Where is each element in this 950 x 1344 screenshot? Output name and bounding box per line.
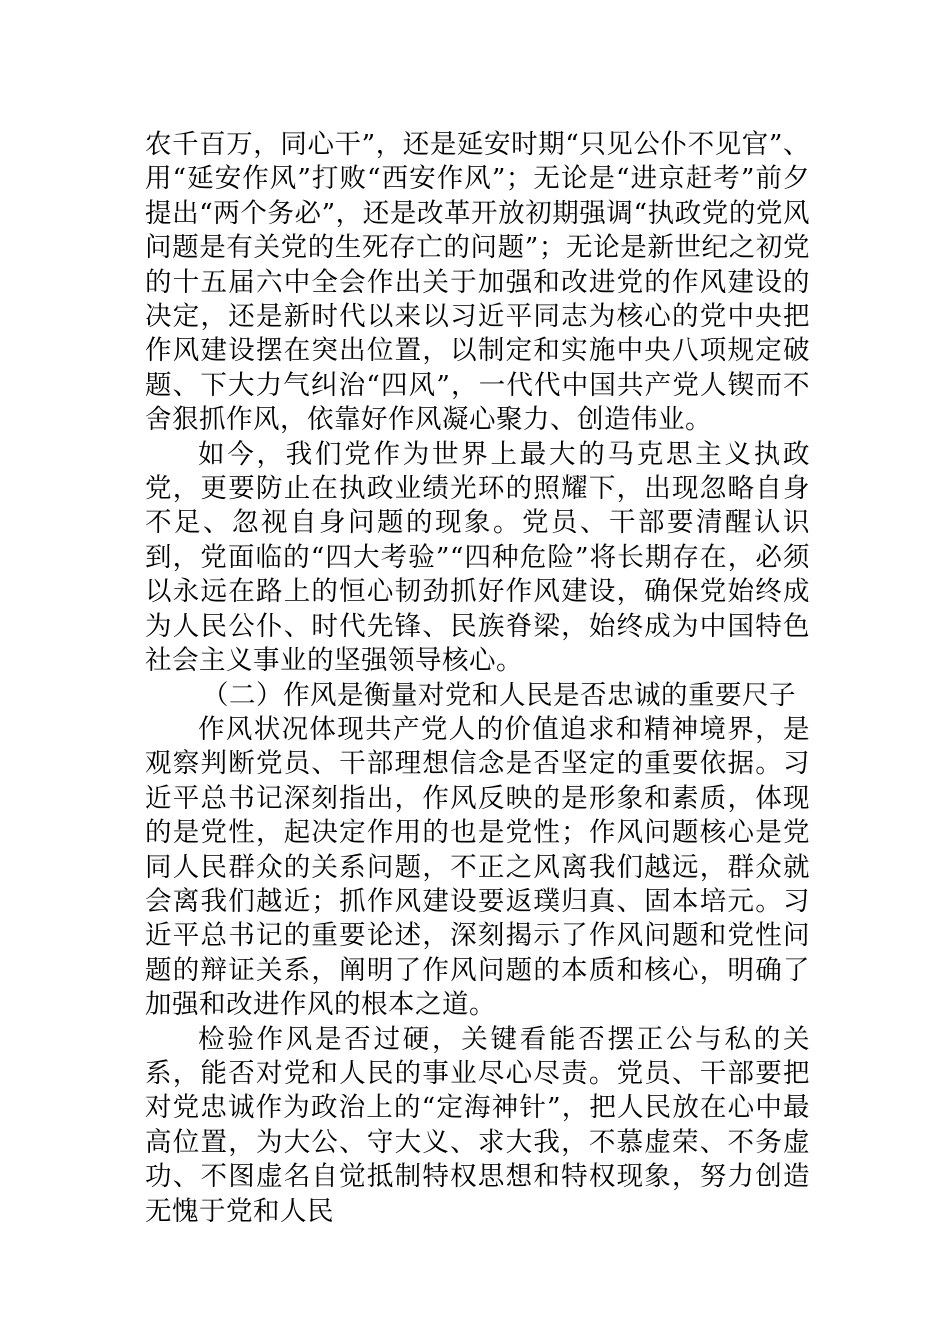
- document-body: [145, 128, 810, 1229]
- section-heading: （二）作风是衡量对党和人民是否忠诚的重要尺子: [202, 679, 796, 711]
- paragraph-continuation: 农千百万，同心干”，还是延安时期“只见公仆不见官”、用“延安作风”打败“西安作风”；无论是“进京赶考”前夕提出“两个务必”，还是改革开放初期强调“执政党的党风问题是有关党的生死存亡的问题”；无论是新世纪之初党的十五届六中全会作出关于加强和改进党的作风建设的决定，还是新时代以来以习近平同志为核心的党中央把作风建设摆在突出位置，以制定和实施中央八项规定破题、下大力气纠治“四风”，一代代中国共产党人锲而不舍狠抓作风，依靠好作风凝心聚力、创造伟业。: [145, 129, 810, 436]
- paragraph: 作风状况体现共产党人的价值追求和精神境界，是观察判断党员、干部理想信念是否坚定的重要依据。习近平总书记深刻指出，作风反映的是形象和素质，体现的是党性，起决定作用的也是党性；作风问题核心是党同人民群众的关系问题，不正之风离我们越远，群众就会离我们越近；抓作风建设要返璞归真、固本培元。习近平总书记的重要论述，深刻揭示了作风问题和党性问题的辩证关系，阐明了作风问题的本质和核心，明确了加强和改进作风的根本之道。: [145, 713, 810, 1021]
- paragraph: 检验作风是否过硬，关键看能否摆正公与私的关系，能否对党和人民的事业尽心尽责。党员、干部要把对党忠诚作为政治上的“定海神针”，把人民放在心中最高位置，为大公、守大义、求大我，不慕虚荣、不务虚功、不图虚名自觉抵制特权思想和特权现象，努力创造无愧于党和人民: [145, 1023, 810, 1227]
- paragraph: 如今，我们党作为世界上最大的马克思主义执政党，更要防止在执政业绩光环的照耀下，出现忽略自身不足、忽视自身问题的现象。党员、干部要清醒认识到，党面临的“四大考验”“四种危险”将长期存在，必须以永远在路上的恒心韧劲抓好作风建设，确保党始终成为人民公仆、时代先锋、民族脊梁，始终成为中国特色社会主义事业的坚强领导核心。: [145, 438, 810, 677]
